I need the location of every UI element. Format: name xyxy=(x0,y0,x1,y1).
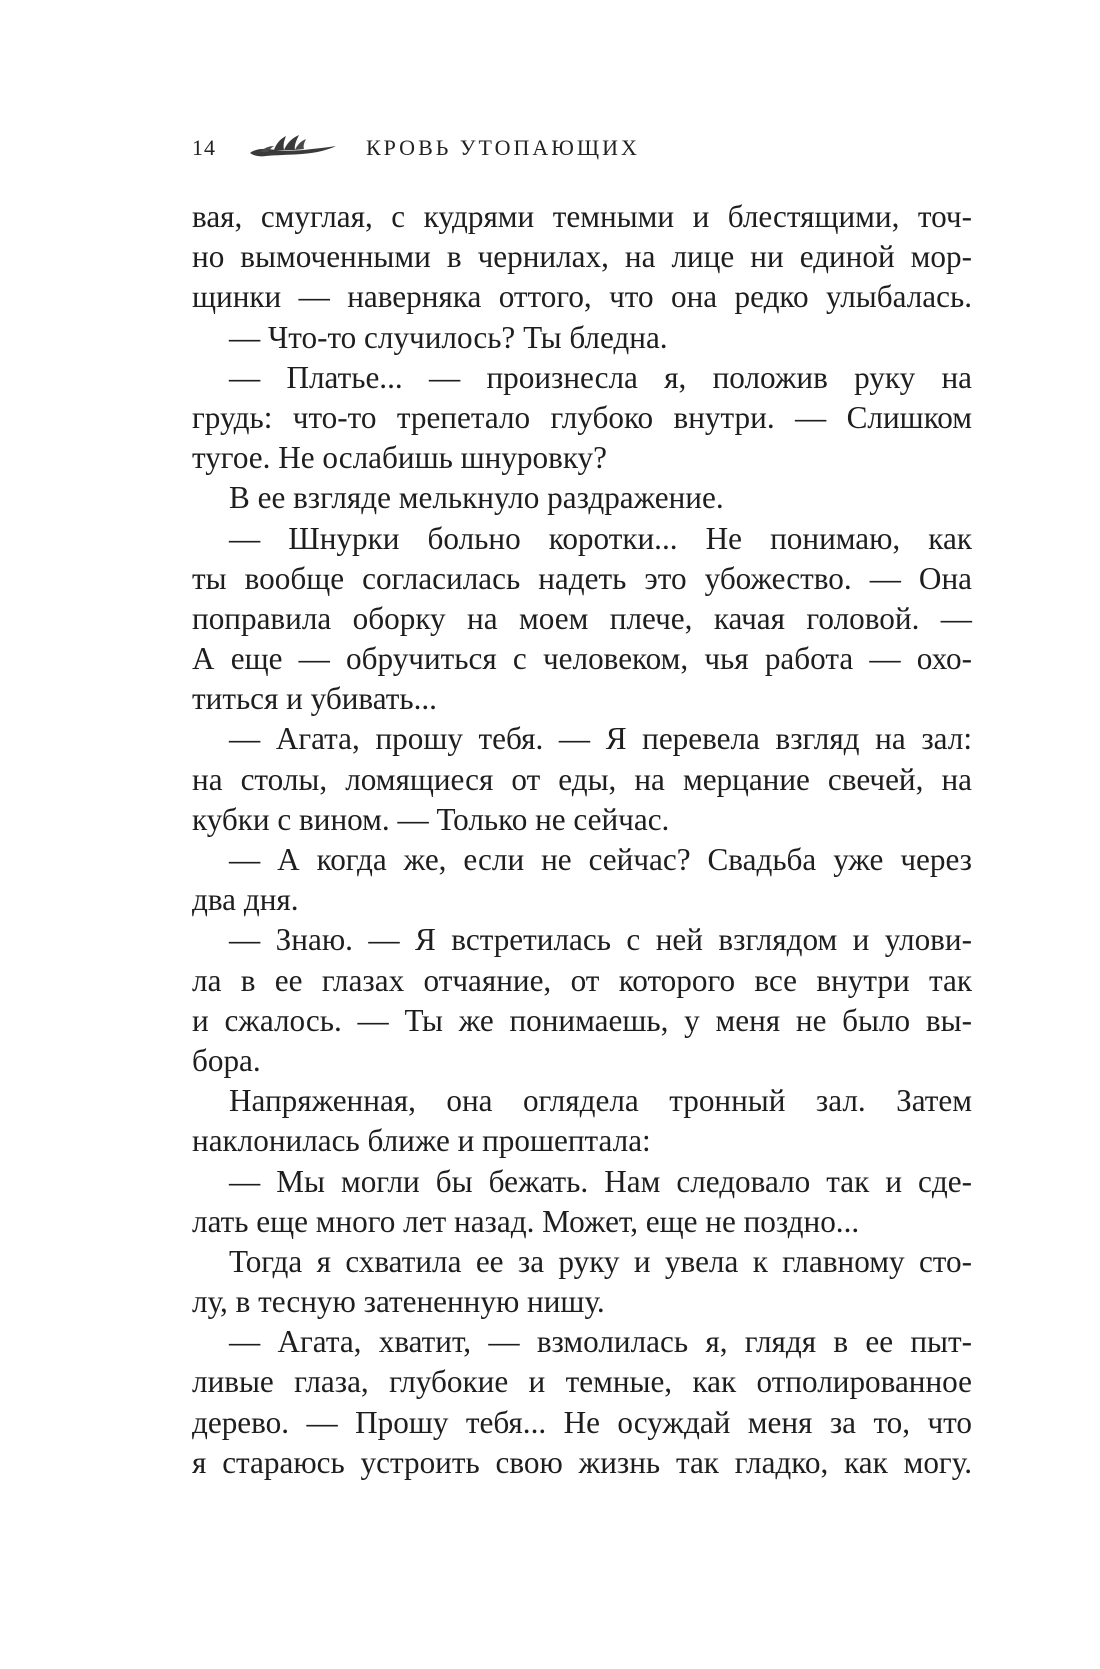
running-head xyxy=(192,128,972,168)
text-line: на столы, ломящиеся от еды, на мерцание свечей, на xyxy=(192,761,972,797)
text-line: дерево. — Прошу тебя... Не осуждай меня за то, что xyxy=(192,1404,972,1440)
feather-ornament-icon xyxy=(246,133,338,163)
text-line: Тогда я схватила ее за руку и увела к главному сто- xyxy=(229,1243,972,1279)
text-line: бора. xyxy=(192,1042,261,1078)
text-line: лать еще много лет назад. Может, еще не поздно... xyxy=(192,1203,860,1239)
body-text xyxy=(192,197,972,1483)
text-line: ла в ее глазах отчаяние, от которого все внутри так xyxy=(192,962,972,998)
text-line: и сжалось. — Ты же понимаешь, у меня не было вы- xyxy=(192,1002,972,1038)
text-line: поправила оборку на моем плече, качая головой. — xyxy=(192,600,972,636)
text-line: я стараюсь устроить свою жизнь так гладко, как могу. xyxy=(192,1444,972,1480)
text-line: — Шнурки больно коротки... Не понимаю, как xyxy=(229,520,972,556)
book-title: КРОВЬ УТОПАЮЩИХ xyxy=(366,135,640,160)
text-line: титься и убивать... xyxy=(192,681,437,717)
text-line: А еще — обручиться с человеком, чья работа — охо- xyxy=(192,641,972,677)
text-line: наклонилась ближе и прошептала: xyxy=(192,1123,651,1159)
text-line: лу, в тесную затененную нишу. xyxy=(192,1284,605,1320)
text-line: Напряженная, она оглядела тронный зал. Затем xyxy=(229,1083,972,1119)
text-line: ты вообще согласилась надеть это убожество. — Она xyxy=(192,560,972,596)
page-number: 14 xyxy=(192,135,216,160)
text-line: кубки с вином. — Только не сейчас. xyxy=(192,801,670,837)
text-line: В ее взгляде мелькнуло раздражение. xyxy=(229,480,724,516)
text-line: — А когда же, если не сейчас? Свадьба уже через xyxy=(229,842,972,877)
text-line: но вымоченными в чернилах, на лице ни единой мор- xyxy=(192,239,972,275)
text-line: — Платье... — произнесла я, положив руку на xyxy=(229,359,972,395)
text-line: тугое. Не ослабишь шнуровку? xyxy=(192,440,607,476)
text-line: щинки — наверняка оттого, что она редко улыбалась. xyxy=(192,279,972,315)
text-line: ливые глаза, глубокие и темные, как отполированное xyxy=(192,1364,972,1400)
text-line: — Агата, хватит, — взмолилась я, глядя в ее пыт- xyxy=(229,1324,972,1360)
text-line: — Агата, прошу тебя. — Я перевела взгляд на зал: xyxy=(229,721,972,757)
text-line: — Мы могли бы бежать. Нам следовало так и сде- xyxy=(229,1163,972,1199)
text-line: вая, смуглая, с кудрями темными и блестящими, точ- xyxy=(192,199,972,234)
text-line: — Что-то случилось? Ты бледна. xyxy=(229,319,668,355)
text-line: грудь: что-то трепетало глубоко внутри. — Слишком xyxy=(192,399,972,435)
text-line: два дня. xyxy=(192,882,299,918)
text-line: — Знаю. — Я встретилась с ней взглядом и улови- xyxy=(229,922,972,958)
